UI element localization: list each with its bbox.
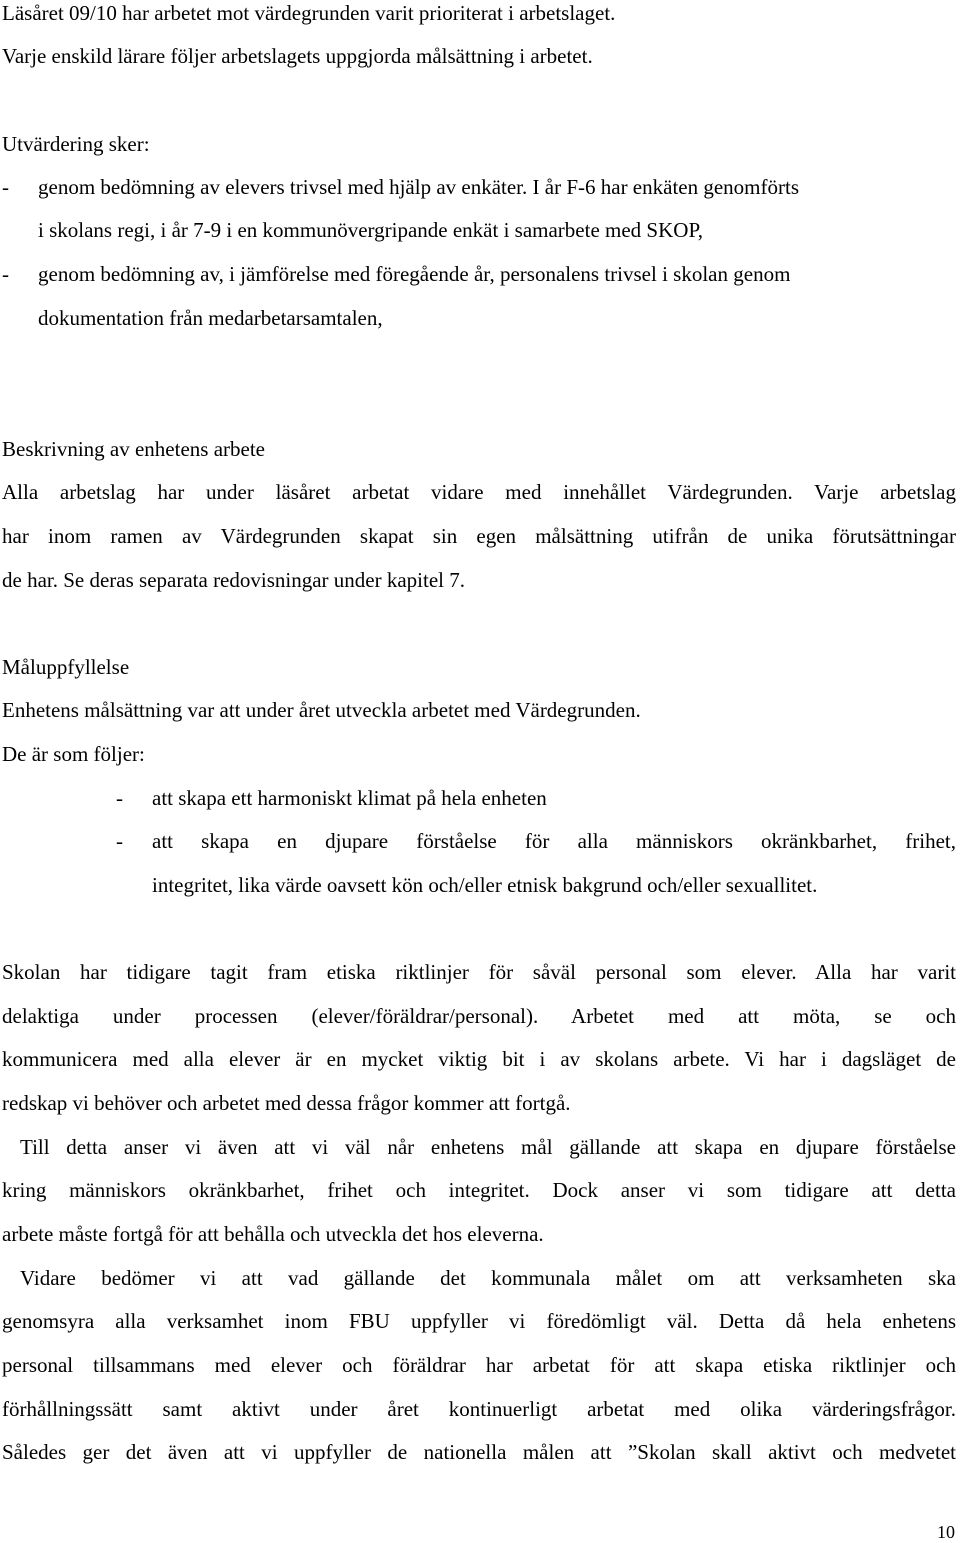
fulfilment-heading: Måluppfyllelse: [2, 655, 130, 679]
description-heading: Beskrivning av enhetens arbete: [2, 437, 265, 461]
description-line-2: har inom ramen av Värdegrunden skapat sin egen målsättning utifrån de unika förutsättningar: [2, 524, 956, 548]
goal-2-dash: -: [116, 829, 123, 853]
paragraph-2-line-1: Till detta anser vi även att vi väl når enhetens mål gällande att skapa en djupare förståelse: [20, 1135, 956, 1159]
paragraph-1-line-1: Skolan har tidigare tagit fram etiska riktlinjer för såväl personal som elever. Alla har varit: [2, 960, 956, 984]
fulfilment-line-2: De är som följer:: [2, 742, 145, 766]
paragraph-2-line-3: arbete måste fortgå för att behålla och utveckla det hos eleverna.: [2, 1222, 544, 1246]
description-line-1: Alla arbetslag har under läsåret arbetat vidare med innehållet Värdegrunden. Varje arbetslag: [2, 480, 956, 504]
evaluation-item-2-line-1: genom bedömning av, i jämförelse med föregående år, personalens trivsel i skolan genom: [38, 262, 791, 286]
paragraph-3-line-5: Således ger det även att vi uppfyller de nationella målen att ”Skolan skall aktivt och medvetet: [2, 1440, 956, 1464]
evaluation-item-2-dash: -: [2, 262, 9, 286]
paragraph-1-line-4: redskap vi behöver och arbetet med dessa frågor kommer att fortgå.: [2, 1091, 571, 1115]
fulfilment-line-1: Enhetens målsättning var att under året utveckla arbetet med Värdegrunden.: [2, 698, 641, 722]
evaluation-item-1-line-2: i skolans regi, i år 7-9 i en kommunövergripande enkät i samarbete med SKOP,: [38, 218, 704, 242]
paragraph-3-line-2: genomsyra alla verksamhet inom FBU uppfyller vi föredömligt väl. Detta då hela enhetens: [2, 1309, 956, 1333]
evaluation-heading: Utvärdering sker:: [2, 132, 150, 156]
goal-2-line-2: integritet, lika värde oavsett kön och/eller etnisk bakgrund och/eller sexuallitet.: [152, 873, 818, 897]
paragraph-3-line-1: Vidare bedömer vi att vad gällande det kommunala målet om att verksamheten ska: [20, 1266, 956, 1290]
paragraph-3-line-4: förhållningssätt samt aktivt under året kontinuerligt arbetat med olika värderingsfrågor.: [2, 1397, 956, 1421]
goal-2-line-1: att skapa en djupare förståelse för alla människors okränkbarhet, frihet,: [152, 829, 956, 853]
intro-line-1: Läsåret 09/10 har arbetet mot värdegrunden varit prioriterat i arbetslaget.: [2, 1, 616, 25]
goal-1-dash: -: [116, 786, 123, 810]
evaluation-item-1-dash: -: [2, 175, 9, 199]
paragraph-3-line-3: personal tillsammans med elever och föräldrar har arbetat för att skapa etiska riktlinjer och: [2, 1353, 956, 1377]
paragraph-2-line-2: kring människors okränkbarhet, frihet och integritet. Dock anser vi som tidigare att detta: [2, 1178, 956, 1202]
description-line-3: de har. Se deras separata redovisningar under kapitel 7.: [2, 568, 465, 592]
goal-1-line-1: att skapa ett harmoniskt klimat på hela enheten: [152, 786, 547, 810]
evaluation-item-2-line-2: dokumentation från medarbetarsamtalen,: [38, 306, 383, 330]
paragraph-1-line-3: kommunicera med alla elever är en mycket viktig bit i av skolans arbete. Vi har i dagsläget de: [2, 1047, 956, 1071]
paragraph-1-line-2: delaktiga under processen (elever/föräldrar/personal). Arbetet med att möta, se och: [2, 1004, 956, 1028]
page-number: 10: [937, 1522, 955, 1542]
intro-line-2: Varje enskild lärare följer arbetslagets uppgjorda målsättning i arbetet.: [2, 44, 593, 68]
evaluation-item-1-line-1: genom bedömning av elevers trivsel med hjälp av enkäter. I år F-6 har enkäten genomförts: [38, 175, 800, 199]
